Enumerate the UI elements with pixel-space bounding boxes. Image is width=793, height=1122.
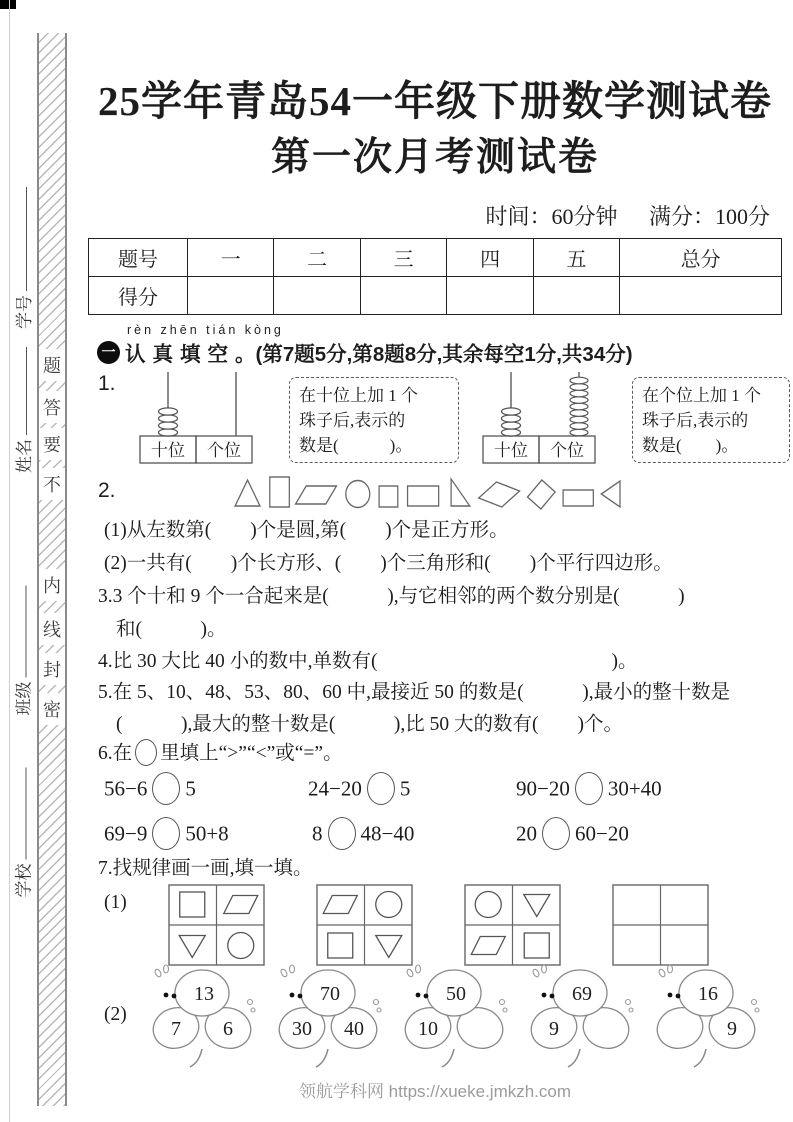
school-blank (25, 768, 27, 860)
clover-eye (172, 994, 177, 999)
class-text: 班级 (14, 681, 33, 716)
exam-full-score: 满分：100分 (648, 204, 770, 229)
clover-left-number: 30 (292, 1018, 312, 1040)
comparison-circle (152, 772, 180, 805)
class-label (11, 571, 33, 716)
student-name-label (11, 333, 33, 473)
cell-triangle-down (179, 936, 205, 958)
shape-rectangle (563, 490, 593, 506)
clover-eye (298, 994, 303, 999)
exam-time: 时间：60分钟 (485, 204, 618, 229)
clover-left-number: 7 (171, 1018, 181, 1040)
class-blank (25, 586, 27, 678)
cell-triangle-down (376, 936, 402, 958)
shape-parallelogram (479, 482, 520, 507)
shape-left-triangle (601, 481, 620, 507)
clover-eye (676, 994, 681, 999)
q3-line1: 3.3 个十和 9 个一合起来是( ),与它相邻的两个数分别是( ) (98, 586, 685, 607)
q5-line1: 5.在 5、10、48、53、80、60 中,最接近 50 的数是( ),最小的整十数是 (98, 682, 731, 703)
clover-right-number: 40 (344, 1018, 364, 1040)
clover-eye (550, 994, 555, 999)
cmp-left: 8 (312, 821, 323, 846)
clover-1 (146, 964, 258, 1068)
cell-circle (228, 933, 254, 959)
section1-title: 认真填空 (125, 343, 235, 366)
score-table-header-row (89, 239, 782, 277)
shape-parallelogram (296, 486, 337, 504)
header-col-5: 五 (533, 239, 619, 277)
q7-part2-label: (2) (104, 1004, 127, 1025)
cmp-right: 48−40 (360, 821, 415, 846)
section1-pinyin: rèn zhēn tián kòng (127, 323, 284, 337)
q1-box1 (289, 377, 459, 463)
shape-triangle (235, 480, 260, 506)
abacus-1-tens-label: 十位 (151, 441, 185, 460)
abacus-1-ones-label: 个位 (207, 441, 241, 460)
cell-parallelogram (224, 896, 258, 914)
q1-box2 (632, 377, 790, 463)
seal-char: 封 (39, 653, 65, 685)
cmp-left: 69−9 (104, 821, 148, 846)
clover-eye (542, 993, 547, 998)
seal-char: 题 (39, 349, 65, 381)
abacus-1-tens-beads (159, 408, 178, 436)
paper-title-line2: 第一次月考测试卷 (270, 136, 599, 179)
cmp-left: 20 (516, 821, 537, 846)
seal-char: 答 (39, 391, 65, 423)
comparison-item-3 (516, 772, 662, 809)
header-col-2: 二 (274, 239, 360, 277)
cell-circle (376, 892, 402, 918)
shape-tilted-rectangle (528, 480, 556, 509)
cell-square (180, 892, 205, 917)
paper-title-line1: 25学年青岛54一年级下册数学测试卷 (98, 78, 772, 124)
header-col-4: 四 (447, 239, 533, 277)
clover-top-number: 69 (572, 983, 592, 1005)
page-edge-line (9, 0, 10, 1122)
comparison-circle (575, 772, 603, 805)
seal-char: 不 (39, 468, 65, 500)
score-cell (447, 277, 533, 315)
cell-square (328, 933, 353, 958)
comparison-item-6 (516, 817, 629, 854)
comparison-circle (367, 772, 395, 805)
clover-stem (316, 1049, 328, 1067)
header-question-no: 题号 (89, 239, 188, 277)
q2-shapes-row (228, 473, 628, 513)
cell-parallelogram (471, 937, 505, 955)
seal-line-strip (37, 33, 67, 1106)
abacus-2-ones-label: 个位 (550, 441, 584, 460)
cmp-left: 56−6 (104, 776, 148, 801)
q5-line2: ( ),最大的整十数是( ),比 50 大的数有( )个。 (116, 714, 623, 735)
clover-top-number: 13 (194, 983, 214, 1005)
clover-top-number: 70 (320, 983, 340, 1005)
cmp-right: 50+8 (185, 821, 229, 846)
q7-part1-label: (1) (104, 892, 127, 913)
score-cell (533, 277, 619, 315)
clover-right-number: 6 (223, 1018, 233, 1040)
q1-box2-line2: 珠子后,表示的 (642, 411, 749, 430)
q1-box1-line2: 珠子后,表示的 (299, 411, 406, 430)
q1-box1-line1: 在十位上加 1 个 (299, 386, 418, 405)
comparison-item-2 (308, 772, 410, 809)
q6-heading (98, 737, 343, 770)
cell-square (524, 933, 549, 958)
shape-rectangle (408, 486, 439, 506)
q2-line1: (1)从左数第( )个是圆,第( )个是正方形。 (104, 520, 509, 541)
clover-top-number: 50 (446, 983, 466, 1005)
abacus-2-tens-label: 十位 (494, 441, 528, 460)
section1-note: 。(第7题5分,第8题8分,其余每空1分,共34分) (235, 343, 633, 366)
cmp-right: 5 (399, 776, 411, 801)
clover-eye (164, 993, 169, 998)
clover-left-number: 10 (418, 1018, 438, 1040)
q6-heading-post: 里填上“>”“<”或“=”。 (160, 743, 343, 764)
q7-heading: 7.找规律画一画,填一填。 (98, 858, 313, 879)
seal-char: 内 (39, 569, 65, 601)
q3-line2: 和( )。 (116, 619, 227, 640)
clover-eye (424, 994, 429, 999)
comparison-item-4 (104, 817, 229, 854)
q1-box1-line3: 数是( )。 (299, 436, 413, 455)
pattern-grid-4-answer[interactable] (612, 884, 709, 966)
comparison-item-5 (312, 817, 414, 854)
q1-box2-line3: 数是( )。 (642, 436, 739, 455)
cell-parallelogram (323, 896, 357, 914)
student-id-text: 学号 (14, 295, 34, 329)
score-row-label: 得分 (89, 277, 188, 315)
shape-right-triangle (451, 479, 470, 506)
q2-line2: (2)一共有( )个长方形、( )个三角形和( )个平行四边形。 (104, 553, 673, 574)
clover-stem (694, 1049, 706, 1067)
q2-number: 2. (98, 479, 116, 502)
section-number-icon: 一 (97, 341, 120, 364)
fill-circle-icon (135, 739, 157, 766)
pattern-grid-1 (168, 884, 265, 966)
clover-stem (190, 1049, 202, 1067)
score-cell (274, 277, 360, 315)
student-name-text: 姓名 (14, 439, 34, 473)
clover-eye (668, 993, 673, 998)
clover-eye (416, 993, 421, 998)
abacus-2-tens-beads (502, 408, 521, 436)
clover-3 (398, 964, 510, 1068)
q4-line1: 4.比 30 大比 40 小的数中,单数有( )。 (98, 651, 638, 672)
cmp-right: 60−20 (575, 821, 629, 846)
student-name-blank (25, 347, 27, 435)
clover-4 (524, 964, 636, 1068)
cmp-left: 90−20 (516, 776, 570, 801)
clover-2 (272, 964, 384, 1068)
abacus-2 (455, 370, 627, 468)
header-col-total: 总分 (620, 239, 782, 277)
clover-stem (442, 1049, 454, 1067)
clover-left-number: 9 (549, 1018, 559, 1040)
comparison-circle (152, 817, 180, 850)
shape-circle (346, 481, 370, 508)
score-cell (620, 277, 782, 315)
cell-circle (475, 892, 501, 918)
header-col-1: 一 (188, 239, 274, 277)
comparison-circle (542, 817, 570, 850)
shape-tall-rectangle (270, 477, 290, 507)
score-cell (188, 277, 274, 315)
pattern-grid-2 (316, 884, 413, 966)
cmp-left: 24−20 (308, 776, 362, 801)
cmp-right: 5 (185, 776, 196, 801)
seal-char: 密 (39, 693, 65, 725)
comparison-circle (328, 817, 356, 850)
score-cell (360, 277, 446, 315)
q6-heading-pre: 6.在 (98, 743, 133, 764)
abacus-1 (112, 370, 284, 468)
q1-number: 1. (98, 372, 116, 395)
corner-mark (0, 0, 16, 9)
student-id-label (11, 169, 33, 329)
section1-heading (97, 337, 633, 367)
school-label (11, 753, 33, 898)
school-text: 学校 (14, 863, 33, 898)
clover-right-number: 9 (727, 1018, 737, 1040)
seal-char: 线 (39, 613, 65, 645)
seal-char: 要 (39, 428, 65, 460)
cmp-right: 30+40 (607, 776, 662, 801)
cell-triangle-down (524, 895, 550, 917)
clover-top-number: 16 (698, 983, 718, 1005)
watermark-footer: 领航学科网 https://xueke.jmkzh.com (298, 1082, 572, 1101)
abacus-2-ones-beads (570, 377, 588, 436)
score-table (88, 238, 782, 315)
comparison-item-1 (104, 772, 196, 809)
pattern-grid-3 (464, 884, 561, 966)
q1-box2-line1: 在个位上加 1 个 (642, 386, 761, 405)
student-id-blank (25, 187, 27, 291)
score-table-score-row (89, 277, 782, 315)
exam-info (88, 200, 770, 231)
clover-eye (290, 993, 295, 998)
clover-5 (650, 964, 762, 1068)
clover-stem (568, 1049, 580, 1067)
header-col-3: 三 (360, 239, 446, 277)
shape-square (379, 486, 398, 507)
